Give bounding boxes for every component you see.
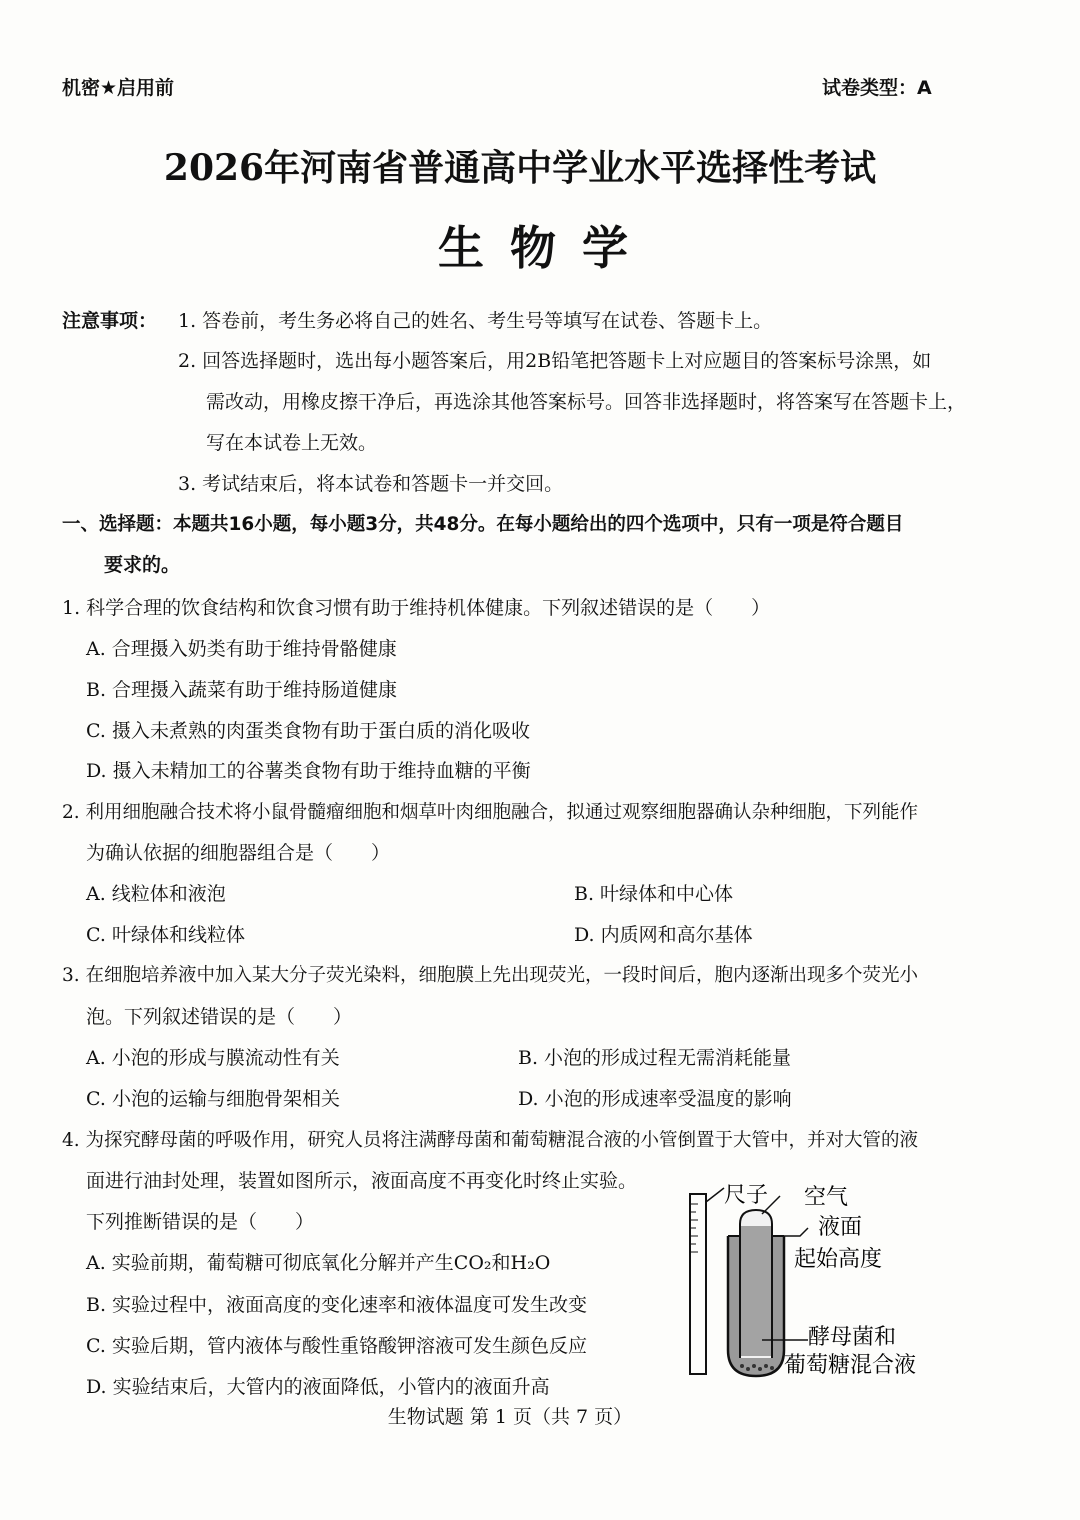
option-b: B. 小泡的形成过程无需消耗能量 (518, 1047, 792, 1069)
option-a: A. 实验前期，葡萄糖可彻底氧化分解并产生CO₂和H₂O (86, 1252, 551, 1274)
page-footer: 生物试题 第 1 页（共 7 页） (387, 1406, 633, 1428)
option-b: B. 合理摄入蔬菜有助于维持肠道健康 (86, 679, 398, 701)
level-label-1: 液面 (818, 1215, 863, 1240)
option-d: D. 摄入未精加工的谷薯类食物有助于维持血糖的平衡 (86, 760, 531, 782)
option-a: A. 小泡的形成与膜流动性有关 (86, 1047, 340, 1069)
question-stem: 3. 在细胞培养液中加入某大分子荧光染料，细胞膜上先出现荧光，一段时间后，胞内逐渐出现多个荧光小 (62, 965, 919, 986)
level-label-2: 起始高度 (794, 1247, 883, 1272)
option-d: D. 小泡的形成速率受温度的影响 (518, 1088, 792, 1110)
level-leader (784, 1228, 808, 1236)
question-stem: 2. 利用细胞融合技术将小鼠骨髓瘤细胞和烟草叶肉细胞融合，拟通过观察细胞器确认杂种细胞，下列能作 (62, 802, 919, 823)
option-a: A. 合理摄入奶类有助于维持骨骼健康 (86, 638, 397, 660)
question-stem: 4. 为探究酵母菌的呼吸作用，研究人员将注满酵母菌和葡萄糖混合液的小管倒置于大管中，并对大管的液 (62, 1130, 919, 1151)
option-b: B. 叶绿体和中心体 (574, 883, 734, 905)
option-c: C. 小泡的运输与细胞骨架相关 (86, 1088, 340, 1110)
small-tube-liquid (741, 1226, 771, 1356)
option-a: A. 线粒体和液泡 (86, 883, 226, 905)
notice-item: 需改动，用橡皮擦干净后，再选涂其他答案标号。回答非选择题时，将答案写在答题卡上， (206, 391, 967, 413)
option-b: B. 实验过程中，液面高度的变化速率和液体温度可发生改变 (86, 1294, 588, 1316)
option-c: C. 叶绿体和线粒体 (86, 924, 245, 946)
notice-item: 2. 回答选择题时，选出每小题答案后，用2B铅笔把答题卡上对应题目的答案标号涂黑，如 (178, 350, 932, 372)
question-stem-cont: 下列推断错误的是（ ） (86, 1211, 315, 1233)
ruler-leader (706, 1188, 724, 1202)
notice-item: 写在本试卷上无效。 (206, 432, 378, 454)
notice-label: 注意事项： (62, 310, 158, 332)
option-c: C. 实验后期，管内液体与酸性重铬酸钾溶液可发生颜色反应 (86, 1335, 587, 1357)
mix-label-2: 葡萄糖混合液 (784, 1353, 917, 1378)
subject-title: 生物学 (438, 221, 654, 275)
ruler (690, 1194, 706, 1374)
notice-item: 1. 答卷前，考生务必将自己的姓名、考生号等填写在试卷、答题卡上。 (178, 310, 773, 332)
question-stem-cont: 泡。下列叙述错误的是（ ） (86, 1006, 353, 1028)
option-d: D. 内质网和高尔基体 (574, 924, 753, 946)
exam-title: 2026年河南省普通高中学业水平选择性考试 (163, 147, 877, 189)
paper-type: 试卷类型：A (822, 77, 932, 99)
ruler-label: 尺子 (724, 1183, 769, 1208)
option-d: D. 实验结束后，大管内的液面降低，小管内的液面升高 (86, 1376, 550, 1398)
confidential-mark: 机密★启用前 (62, 77, 175, 99)
question-stem: 1. 科学合理的饮食结构和饮食习惯有助于维持机体健康。下列叙述错误的是（ ） (62, 597, 771, 619)
section-heading-cont: 要求的。 (104, 554, 181, 576)
question-stem-cont: 为确认依据的细胞器组合是（ ） (86, 842, 391, 864)
mix-label-1: 酵母菌和 (808, 1325, 897, 1350)
notice-item: 3. 考试结束后，将本试卷和答题卡一并交回。 (178, 473, 564, 495)
section-heading: 一、选择题：本题共16小题，每小题3分，共48分。在每小题给出的四个选项中，只有一项是符合题目 (62, 514, 904, 535)
apparatus-figure (680, 1180, 950, 1380)
question-stem-cont: 面进行油封处理，装置如图所示，液面高度不再变化时终止实验。 (86, 1170, 638, 1192)
air-label: 空气 (804, 1185, 849, 1210)
option-c: C. 摄入未煮熟的肉蛋类食物有助于蛋白质的消化吸收 (86, 720, 530, 742)
